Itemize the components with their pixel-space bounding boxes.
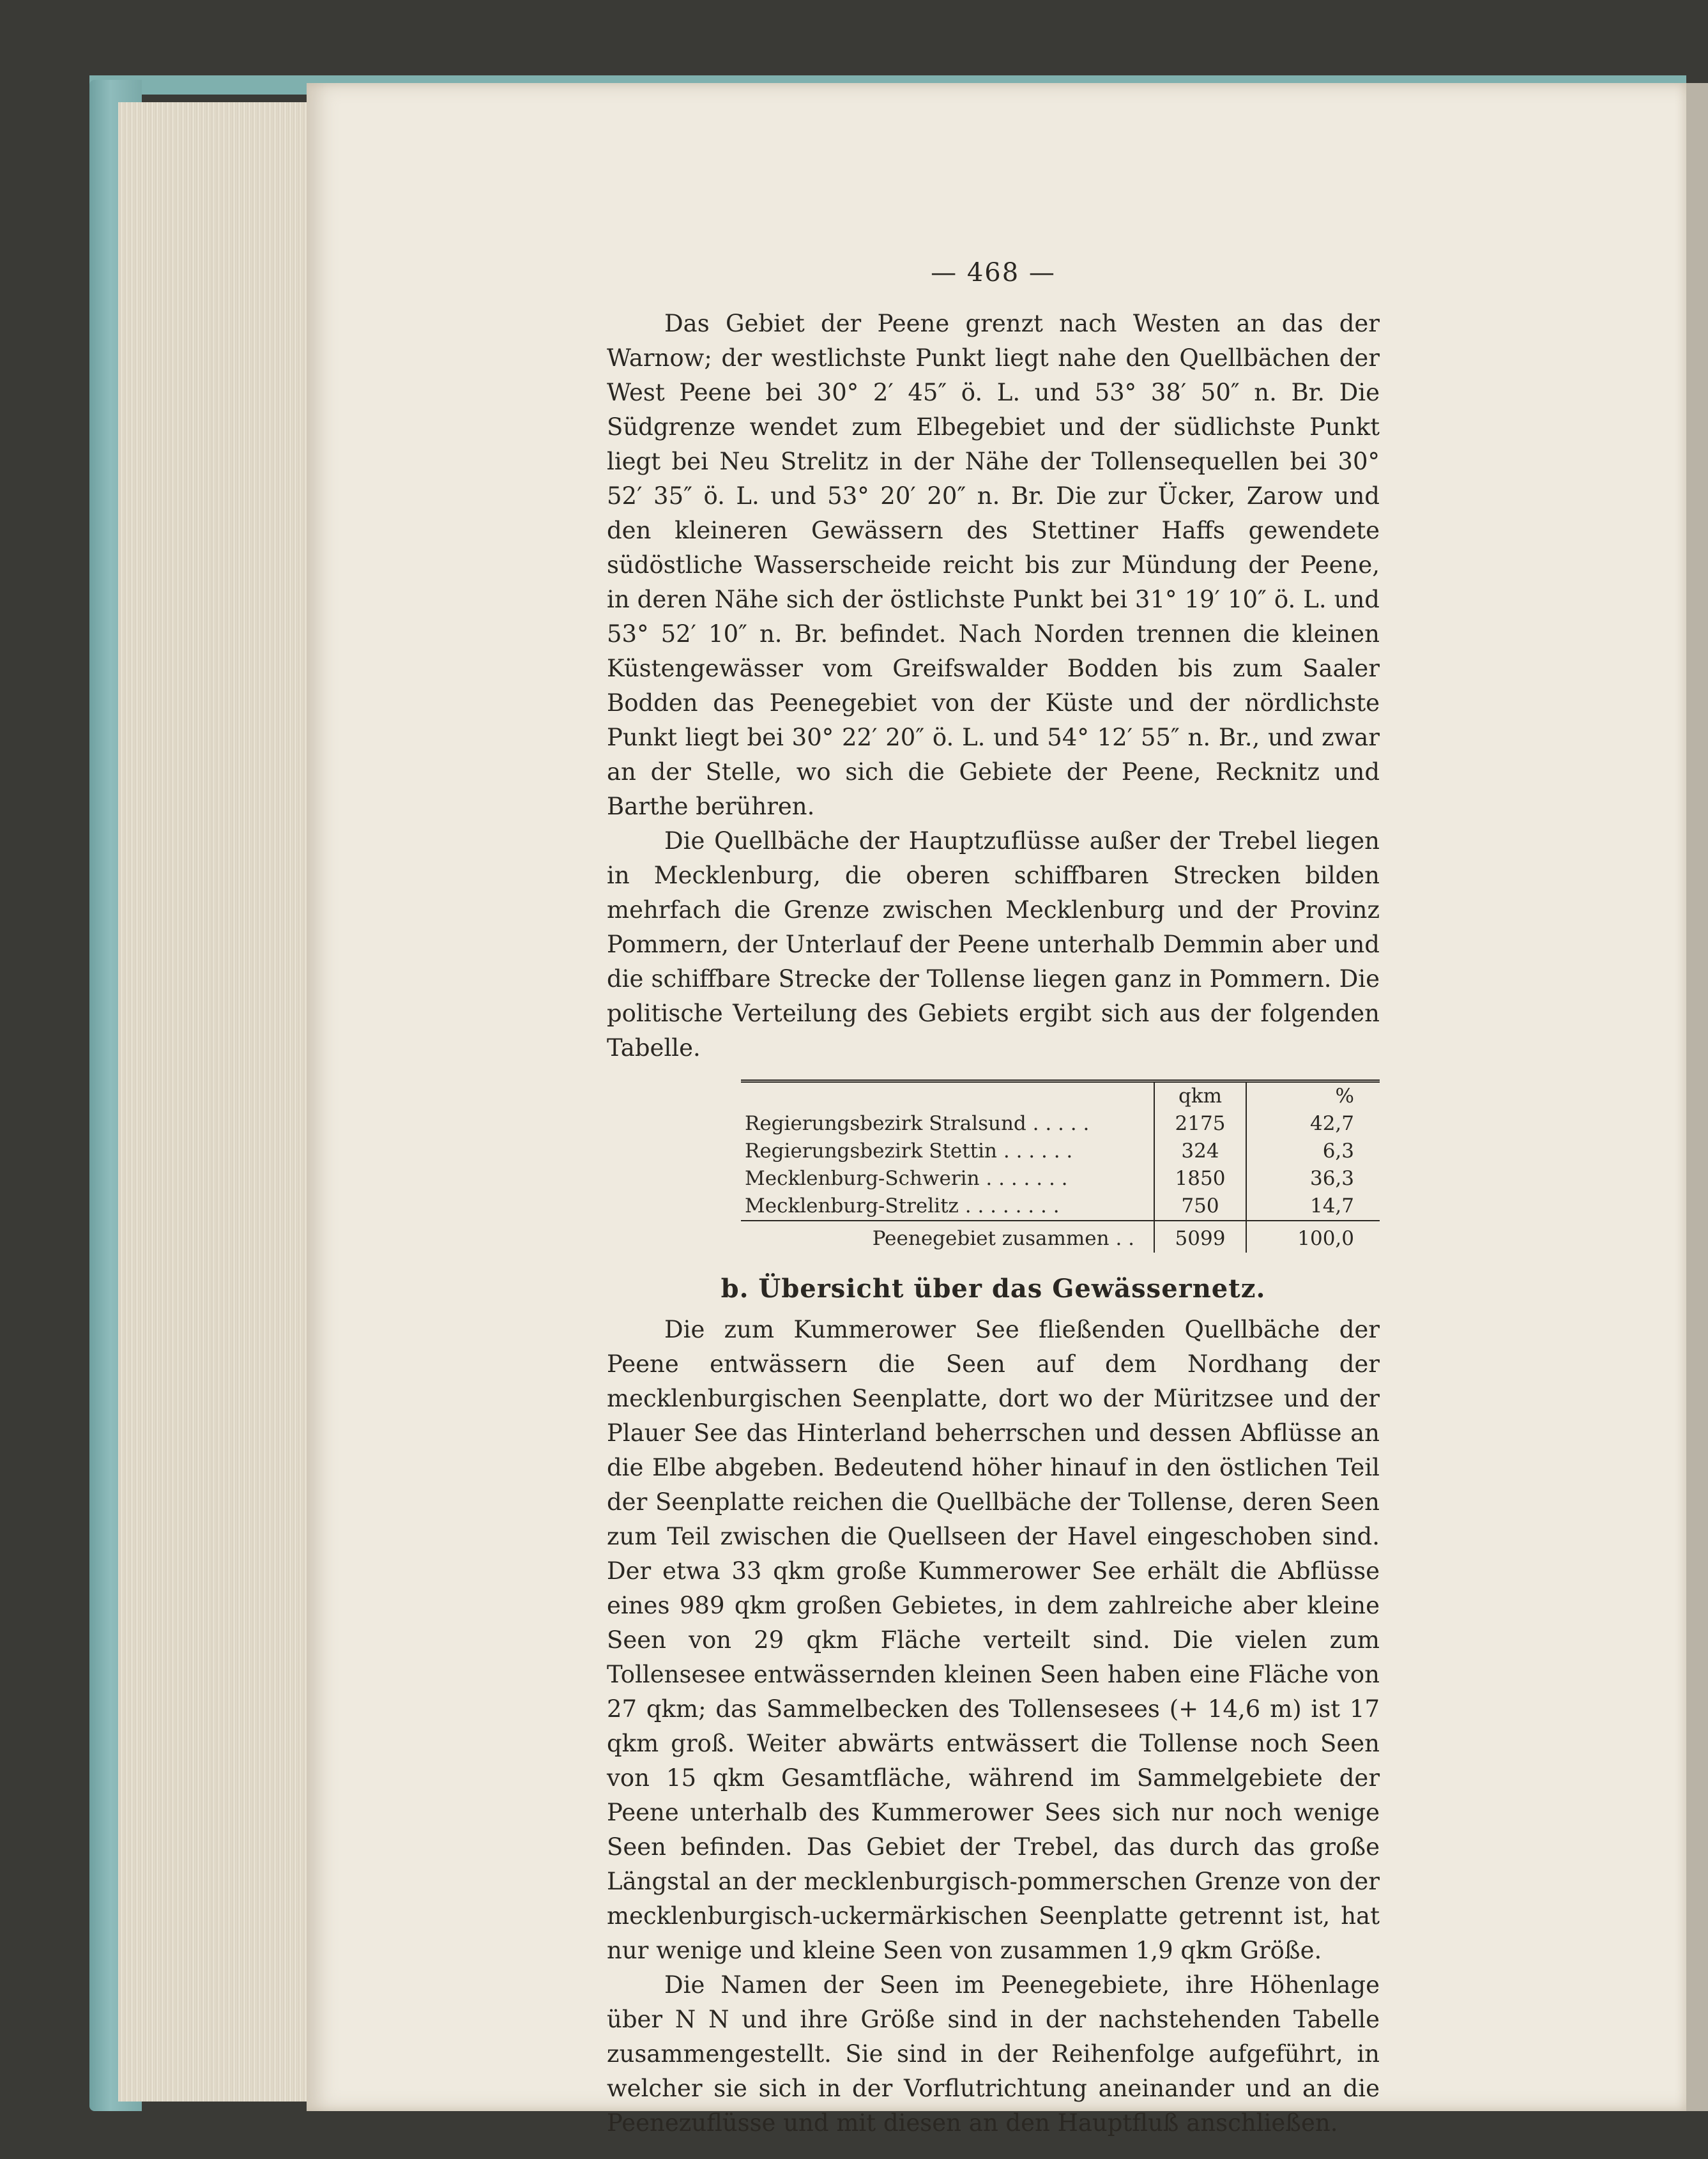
row-percent: 14,7 xyxy=(1246,1193,1380,1221)
row-label: Mecklenburg-Schwerin . . . . . . . xyxy=(745,1167,1068,1190)
total-label: Peenegebiet zusammen . . xyxy=(741,1221,1154,1253)
intro-paragraph-2: Die Quellbäche der Hauptzuflüsse außer der Trebel liegen in Mecklenburg, die oberen schiffbaren Strecken bilden mehrfach die Grenze zwischen Mecklenburg und der Provinz Pommern, der Unterlauf der Peene unterhalb Demmin aber und die schiffbare Strecke der Tollense liegen ganz in Pommern. Die politische Verteilung des Gebiets ergibt sich aus der folgenden Tabelle. xyxy=(607,827,1380,1062)
page-stack-edges xyxy=(118,102,310,2102)
table-row xyxy=(741,1110,1380,1138)
facing-page-edge xyxy=(1686,83,1708,2111)
row-percent: 6,3 xyxy=(1246,1138,1380,1165)
page-content xyxy=(607,256,1380,2140)
row-qkm: 750 xyxy=(1154,1193,1246,1221)
row-label: Mecklenburg-Strelitz . . . . . . . . xyxy=(745,1194,1060,1217)
header-qkm: qkm xyxy=(1154,1083,1246,1110)
row-qkm: 324 xyxy=(1154,1138,1246,1165)
row-label: Regierungsbezirk Stettin . . . . . . xyxy=(745,1140,1073,1163)
row-percent: 42,7 xyxy=(1246,1110,1380,1138)
political-distribution-table xyxy=(741,1080,1380,1253)
header-percent: % xyxy=(1246,1083,1380,1110)
table-header-row xyxy=(741,1083,1380,1110)
table-row xyxy=(741,1165,1380,1193)
section-heading: b. Übersicht über das Gewässernetz. xyxy=(721,1274,1266,1304)
table-total-row xyxy=(741,1221,1380,1253)
row-qkm: 1850 xyxy=(1154,1165,1246,1193)
page-number: — 468 — xyxy=(931,258,1056,287)
section-paragraph-1: Die zum Kummerower See fließenden Quellbäche der Peene entwässern die Seen auf dem Nordhang der mecklenburgischen Seenplatte, dort wo der Müritzsee und der Plauer See das Hinterland beherrschen und dessen Abflüsse an die Elbe abgeben. Bedeutend höher hinauf in den östlichen Teil der Seenplatte reichen die Quellbäche der Tollense, deren Seen zum Teil zwischen die Quellseen der Havel eingeschoben sind. Der etwa 33 qkm große Kummerower See erhält die Abflüsse eines 989 qkm großen Gebietes, in dem zahlreiche aber kleine Seen von 29 qkm Fläche verteilt sind. Die vielen zum Tollensesee entwässernden kleinen Seen haben eine Fläche von 27 qkm; das Sammelbecken des Tollensesees (+ 14,6 m) ist 17 qkm groß. Weiter abwärts entwässert die Tollense noch Seen von 15 qkm Gesamtfläche, während im Sammelgebiete der Peene unterhalb des Kummerower Sees sich nur noch wenige Seen befinden. Das Gebiet der Trebel, das durch das große Längstal an der mecklenburgisch-pommerschen Grenze von der mecklenburgisch-uckermärkischen Seenplatte getrennt ist, hat nur wenige und kleine Seen von zusammen 1,9 qkm Größe. xyxy=(607,1316,1380,1964)
row-label: Regierungsbezirk Stralsund . . . . . xyxy=(745,1112,1090,1135)
intro-paragraph-1: Das Gebiet der Peene grenzt nach Westen an das der Warnow; der westlichste Punkt liegt nahe den Quellbächen der West Peene bei 30° 2′ 45″ ö. L. und 53° 38′ 50″ n. Br. Die Südgrenze wendet zum Elbegebiet und der südlichste Punkt liegt bei Neu Strelitz in der Nähe der Tollensequellen bei 30° 52′ 35″ ö. L. und 53° 20′ 20″ n. Br. Die zur Ücker, Zarow und den kleineren Gewässern des Stettiner Haffs gewendete südöstliche Wasserscheide reicht bis zur Mündung der Peene, in deren Nähe sich der östlichste Punkt bei 31° 19′ 10″ ö. L. und 53° 52′ 10″ n. Br. befindet. Nach Norden trennen die kleinen Küstengewässer vom Greifswalder Bodden bis zum Saaler Bodden das Peenegebiet von der Küste und der nördlichste Punkt liegt bei 30° 22′ 20″ ö. L. und 54° 12′ 55″ n. Br., und zwar an der Stelle, wo sich die Gebiete der Peene, Recknitz und Barthe berühren. xyxy=(607,310,1380,820)
row-percent: 36,3 xyxy=(1246,1165,1380,1193)
table-row xyxy=(741,1193,1380,1221)
section-paragraph-2: Die Namen der Seen im Peenegebiete, ihre Höhenlage über N N und ihre Größe sind in der nachstehenden Tabelle zusammengestellt. Sie sind in der Reihenfolge aufgeführt, in welcher sie sich in der Vorflutrichtung aneinander und an die Peenezuflüsse und mit diesen an den Hauptfluß anschließen. xyxy=(607,1971,1380,2137)
header-label xyxy=(741,1083,1154,1110)
row-qkm: 2175 xyxy=(1154,1110,1246,1138)
table-row xyxy=(741,1138,1380,1165)
total-percent: 100,0 xyxy=(1246,1221,1380,1253)
total-qkm: 5099 xyxy=(1154,1221,1246,1253)
